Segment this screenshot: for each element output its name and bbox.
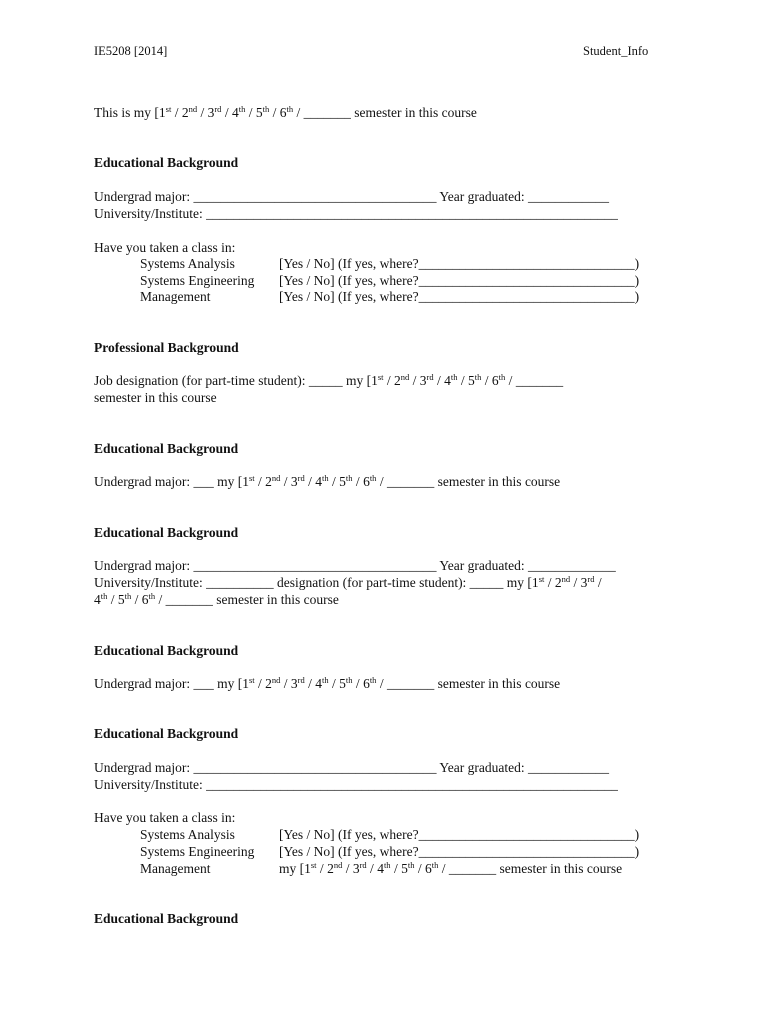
semester-continuation-line: 4th / 5th / 6th / _______ semester in this course xyxy=(94,591,339,607)
university-field[interactable]: _____________________________________________________________ xyxy=(206,206,618,221)
class-question: Have you taken a class in: xyxy=(94,810,236,825)
class-answer-field[interactable]: [Yes / No] (If yes, where?________________________________) xyxy=(279,827,640,842)
major-field[interactable]: ____________________________________ xyxy=(193,189,437,204)
section-heading-education: Educational Background xyxy=(94,643,239,658)
semester-blank[interactable]: _______ xyxy=(386,474,435,489)
document-title: Student_Info xyxy=(583,44,649,58)
university-line: University/Institute: _____________________________________________________________ xyxy=(94,206,618,221)
management-semester-line: my [1st / 2nd / 3rd / 4th / 5th / 6th / _______ semester in this course xyxy=(279,860,623,876)
university-designation-line: University/Institute: __________ designation (for part-time student): _____ my [1st / 2nd / 3rd / xyxy=(94,574,602,590)
section-heading-professional: Professional Background xyxy=(94,340,239,355)
class-name: Systems Analysis xyxy=(140,827,235,842)
job-designation-line: Job designation (for part-time student): _____ my [1st / 2nd / 3rd / 4th / 5th / 6th / _______ xyxy=(94,372,564,388)
year-graduated-field[interactable]: ____________ xyxy=(527,760,609,775)
section-heading-education: Educational Background xyxy=(94,726,239,741)
class-name: Management xyxy=(140,861,211,876)
year-graduated-field[interactable]: _____________ xyxy=(527,558,616,573)
class-answer-field[interactable]: [Yes / No] (If yes, where?________________________________) xyxy=(279,273,640,288)
section-heading-education: Educational Background xyxy=(94,441,239,456)
section-heading-education: Educational Background xyxy=(94,155,239,170)
class-answer-field[interactable]: [Yes / No] (If yes, where?________________________________) xyxy=(279,289,640,304)
semester-prefix: This is my [1 xyxy=(94,105,166,120)
class-question: Have you taken a class in: xyxy=(94,240,236,255)
major-line: Undergrad major: ____________________________________ Year graduated: ____________ xyxy=(94,760,609,775)
university-field[interactable]: _____________________________________________________________ xyxy=(206,777,618,792)
major-field[interactable]: ____________________________________ xyxy=(193,760,437,775)
semester-line: This is my [1st / 2nd / 3rd / 4th / 5th / 6th / _______ semester in this course xyxy=(94,104,477,120)
class-name: Systems Analysis xyxy=(140,256,235,271)
major-line: Undergrad major: ____________________________________ Year graduated: ____________ xyxy=(94,189,609,204)
major-semester-line: Undergrad major: ___ my [1st / 2nd / 3rd / 4th / 5th / 6th / _______ semester in this course xyxy=(94,473,561,489)
class-name: Systems Engineering xyxy=(140,844,255,859)
class-name: Management xyxy=(140,289,211,304)
major-line: Undergrad major: ____________________________________ Year graduated: _____________ xyxy=(94,558,616,573)
semester-blank[interactable]: _______ xyxy=(448,861,497,876)
semester-blank[interactable]: _______ xyxy=(165,592,213,607)
year-graduated-field[interactable]: ____________ xyxy=(527,189,609,204)
university-line: University/Institute: _____________________________________________________________ xyxy=(94,777,618,792)
semester-blank[interactable]: _______ xyxy=(303,105,351,120)
document-code: IE5208 [2014] xyxy=(94,44,168,58)
job-designation-continuation: semester in this course xyxy=(94,390,217,405)
major-semester-line: Undergrad major: ___ my [1st / 2nd / 3rd / 4th / 5th / 6th / _______ semester in this course xyxy=(94,675,561,691)
semester-blank[interactable]: _______ xyxy=(386,676,435,691)
semester-blank[interactable]: _______ xyxy=(515,373,564,388)
class-answer-field[interactable]: [Yes / No] (If yes, where?________________________________) xyxy=(279,256,640,271)
major-field[interactable]: ____________________________________ xyxy=(193,558,437,573)
class-name: Systems Engineering xyxy=(140,273,255,288)
class-answer-field[interactable]: [Yes / No] (If yes, where?________________________________) xyxy=(279,844,640,859)
section-heading-education: Educational Background xyxy=(94,525,239,540)
section-heading-education: Educational Background xyxy=(94,911,239,926)
